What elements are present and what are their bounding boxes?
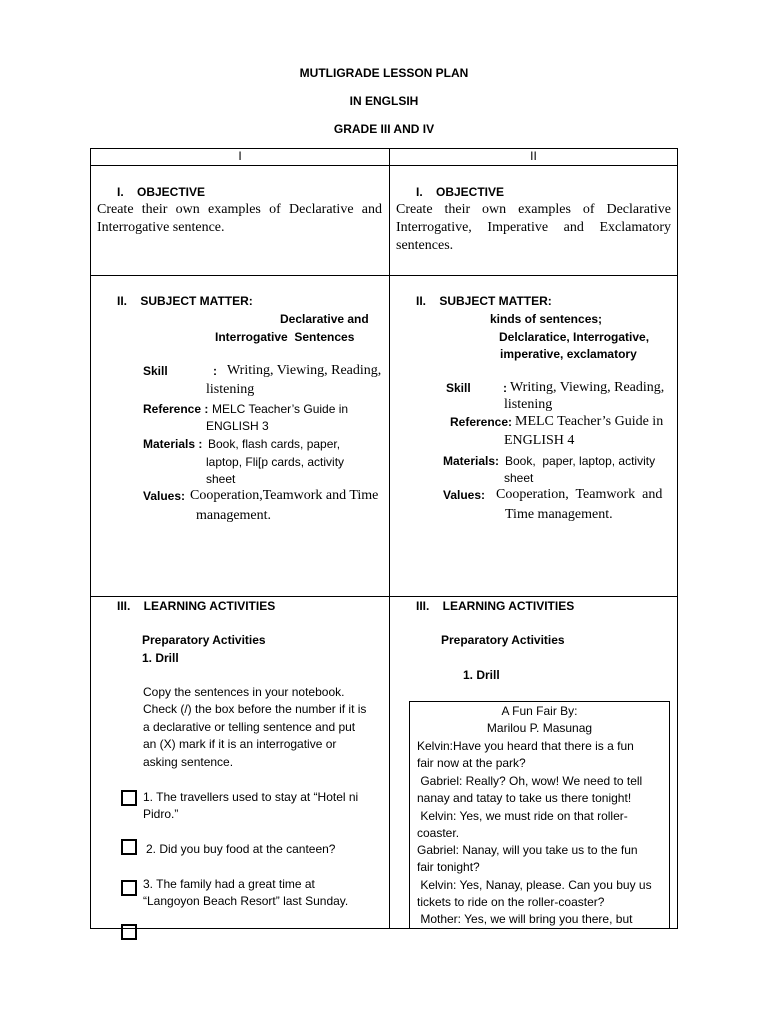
reference-value-right-2: ENGLISH 4	[504, 433, 575, 448]
exercise-item-2: 2. Did you buy food at the canteen?	[146, 842, 336, 856]
skill-colon-right: :	[503, 381, 507, 395]
materials-value-right-2: sheet	[504, 471, 534, 485]
preparatory-activities-right: Preparatory Activities	[441, 633, 565, 647]
table-right-border	[677, 148, 678, 929]
exercise-item-1a: 1. The travellers used to stay at “Hotel ni	[143, 790, 359, 804]
materials-value-left-2: laptop, Fli[p cards, activity	[206, 455, 345, 469]
materials-label-left: Materials :	[143, 437, 203, 451]
values-value-left-2: management.	[196, 508, 272, 523]
skill-label-right: Skill	[446, 381, 471, 395]
exercise-item-3a: 3. The family had a great time at	[143, 877, 315, 891]
instruction-line-3: a declarative or telling sentence and put	[143, 720, 356, 734]
skill-value-right-2: listening	[504, 397, 553, 412]
exercise-item-3b: “Langoyon Beach Resort” last Sunday.	[143, 894, 349, 908]
story-line-5: Kelvin: Yes, we must ride on that roller-	[417, 809, 628, 823]
preparatory-activities-left: Preparatory Activities	[142, 633, 266, 647]
values-label-left: Values:	[143, 489, 186, 503]
materials-value-right-1: Book, paper, laptop, activity	[505, 454, 656, 468]
skill-value-right-1: Writing, Viewing, Reading,	[510, 380, 665, 395]
story-line-4: nanay and tatay to take us there tonight!	[417, 791, 632, 805]
subject-topic-left-1: Declarative and	[280, 312, 369, 326]
values-value-right-1: Cooperation, Teamwork and	[496, 487, 663, 502]
table-column-divider	[389, 148, 390, 929]
materials-label-right: Materials:	[443, 454, 500, 468]
instruction-line-4: an (X) mark if it is an interrogative or	[143, 737, 337, 751]
header-line-1: MUTLIGRADE LESSON PLAN	[299, 66, 469, 80]
reference-label-left: Reference :	[143, 402, 209, 416]
story-line-8: fair tonight?	[417, 860, 480, 874]
reference-value-left-1: MELC Teacher’s Guide in	[212, 402, 349, 416]
objective-heading-left: I. OBJECTIVE	[117, 185, 206, 199]
story-line-6: coaster.	[417, 826, 460, 840]
subject-topic-right-1: kinds of sentences;	[490, 312, 603, 326]
subject-heading-right: II. SUBJECT MATTER:	[416, 294, 552, 308]
subject-topic-right-2: Delclaratice, Interrogative,	[499, 330, 650, 344]
skill-value-left-2: listening	[206, 382, 255, 397]
learning-heading-left: III. LEARNING ACTIVITIES	[117, 599, 276, 613]
checkbox-item-3[interactable]	[121, 880, 137, 896]
table-row-divider-1	[90, 275, 678, 276]
objective-heading-right: I. OBJECTIVE	[416, 185, 505, 199]
instruction-line-1: Copy the sentences in your notebook.	[143, 685, 345, 699]
subject-topic-left-2: Interrogative Sentences	[215, 330, 355, 344]
checkbox-item-1[interactable]	[121, 790, 137, 806]
story-line-1: Kelvin:Have you heard that there is a fun	[417, 739, 634, 753]
story-line-10: tickets to ride on the roller-coaster?	[417, 895, 605, 909]
materials-value-left-3: sheet	[206, 472, 236, 486]
values-label-right: Values:	[443, 488, 486, 502]
subject-heading-left: II. SUBJECT MATTER:	[117, 294, 253, 308]
exercise-item-1b: Pidro.”	[143, 807, 179, 821]
objective-text-right: Create their own examples of Declarative Interrogative, Imperative and Exclamatory sentences.	[396, 202, 671, 253]
table-row-divider-2	[90, 596, 678, 597]
header-line-3: GRADE III AND IV	[333, 122, 435, 136]
drill-heading-left: 1. Drill	[142, 651, 179, 665]
subject-topic-right-3: imperative, exclamatory	[500, 347, 637, 361]
story-box	[409, 701, 670, 928]
column-header-2: II	[530, 149, 537, 163]
instruction-line-2: Check (/) the box before the number if it is	[143, 702, 367, 716]
reference-value-left-2: ENGLISH 3	[206, 419, 269, 433]
drill-heading-right: 1. Drill	[463, 668, 500, 682]
instruction-line-5: asking sentence.	[143, 755, 234, 769]
checkbox-item-2[interactable]	[121, 839, 137, 855]
reference-value-right-1: MELC Teacher’s Guide in	[515, 414, 664, 429]
story-author: Marilou P. Masunag	[486, 721, 593, 735]
materials-value-left-1: Book, flash cards, paper,	[208, 437, 341, 451]
column-header-1: I	[238, 149, 242, 163]
values-value-left-1: Cooperation,Teamwork and Time	[190, 488, 379, 503]
story-line-9: Kelvin: Yes, Nanay, please. Can you buy us	[417, 878, 652, 892]
reference-label-right: Reference:	[450, 415, 513, 429]
checkbox-item-4[interactable]	[121, 924, 137, 940]
story-line-7: Gabriel: Nanay, will you take us to the fun	[417, 843, 638, 857]
objective-text-left: Create their own examples of Declarative and Interrogative sentence.	[97, 202, 382, 235]
header-line-2: IN ENGLSIH	[349, 94, 419, 108]
table-left-border	[90, 148, 91, 929]
table-header-divider	[90, 165, 678, 166]
story-line-2: fair now at the park?	[417, 756, 526, 770]
table-bottom-border	[90, 928, 678, 929]
story-line-11: Mother: Yes, we will bring you there, but	[417, 912, 633, 926]
skill-colon-left: :	[213, 364, 217, 378]
skill-label-left: Skill	[143, 364, 168, 378]
learning-heading-right: III. LEARNING ACTIVITIES	[416, 599, 575, 613]
story-title: A Fun Fair By:	[501, 704, 578, 718]
story-line-3: Gabriel: Really? Oh, wow! We need to tell	[417, 774, 643, 788]
skill-value-left-1: Writing, Viewing, Reading,	[227, 363, 382, 378]
values-value-right-2: Time management.	[505, 507, 613, 522]
